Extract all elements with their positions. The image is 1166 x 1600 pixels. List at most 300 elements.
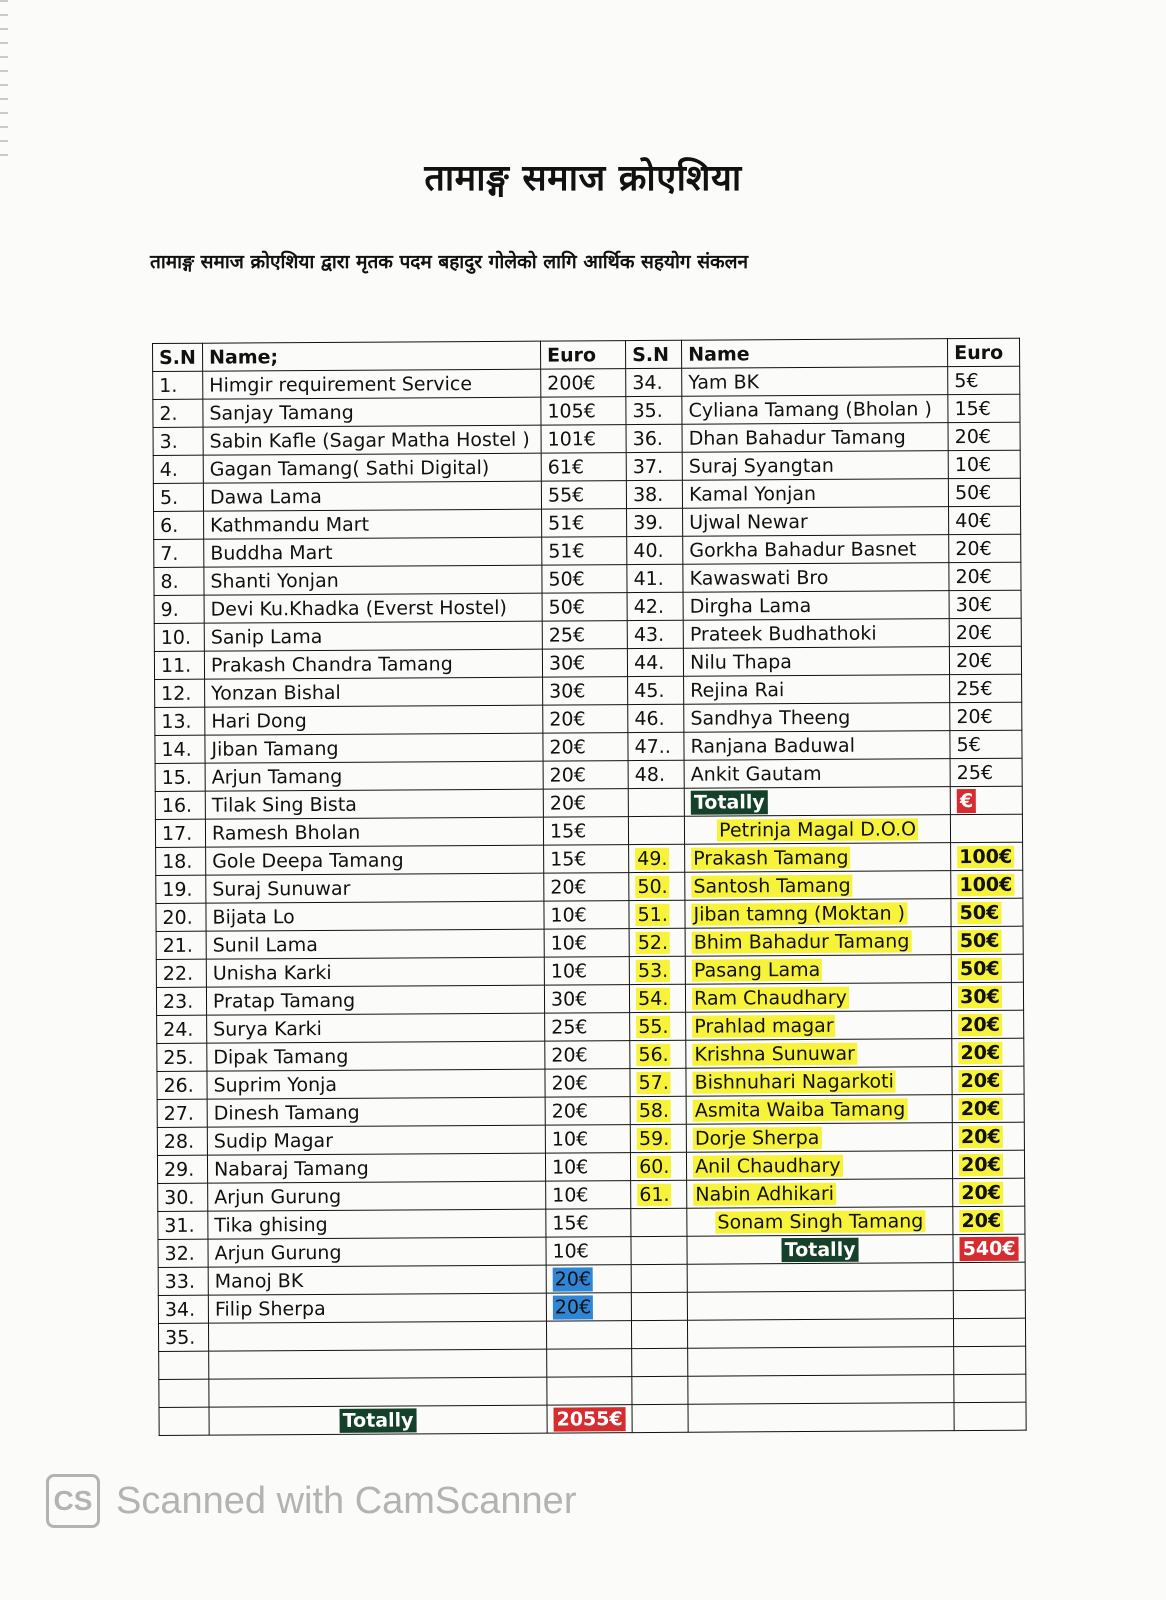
left-sn-cell: 2. [153,399,203,427]
donation-amount: 25€ [551,1015,588,1039]
right-name-cell [686,1011,952,1041]
left-name-cell [207,1153,545,1183]
right-euro-cell [951,814,1023,842]
right-sn-cell [629,844,685,872]
right-euro-cell [952,1038,1024,1066]
donor-name: Gorkha Bahadur Basnet [689,537,917,562]
left-name-cell [208,1237,546,1267]
right-name-cell [684,731,950,761]
right-name-cell [682,367,948,397]
donor-name: Tika ghising [214,1213,328,1237]
serial-number: 53. [637,959,669,982]
serial-number: 36. [632,427,663,450]
left-sn-cell: 6. [154,511,204,539]
right-sn-cell [626,424,682,452]
right-name-cell [687,1291,953,1321]
donation-amount: 30€ [550,987,588,1011]
left-sn-cell: 14. [155,735,205,763]
donation-amount: 10€ [550,903,587,927]
left-sn-cell: 30. [158,1183,208,1211]
donor-name: Sabin Kafle (Sagar Matha Hostel ) [209,428,530,453]
serial-number: 47.. [634,735,671,758]
left-euro-cell [544,901,629,930]
donor-name: Rejina Rai [690,678,785,702]
serial-number: 39. [633,511,664,534]
scan-edge-marks [0,0,8,160]
right-sn-cell [631,1236,687,1264]
right-name-cell [686,1095,952,1125]
donor-name: Dawa Lama [209,485,322,509]
left-name-cell [204,649,542,679]
right-sn-cell [630,1096,686,1124]
left-sn-cell: 34. [158,1295,208,1323]
donation-amount: 20€ [956,705,993,728]
donation-amount: 5€ [954,369,979,392]
left-sn-cell: 35. [158,1323,208,1351]
left-sn-cell: 23. [156,987,206,1015]
right-name-cell [685,899,951,929]
left-euro-cell [542,509,627,538]
right-name-cell [683,563,949,593]
right-euro-cell [952,982,1024,1010]
left-euro-cell [547,1349,632,1378]
donation-amount: 100€ [959,845,1013,868]
header-name-right: Name [682,339,948,369]
right-name-cell [686,1067,952,1097]
donor-name: Pratap Tamang [212,989,356,1013]
left-name-cell [206,901,544,931]
donor-name: Sandhya Theeng [690,706,851,730]
left-euro-cell [545,1153,630,1182]
page-subtitle: तामाङ्ग समाज क्रोएशिया द्वारा मृतक पदम बहादुर गोलेको लागि आर्थिक सहयोग संकलन [150,251,749,273]
donation-amount: 20€ [960,1041,1001,1064]
right-sn-cell [630,1068,686,1096]
right-euro-cell [953,1234,1025,1262]
group-heading: Petrinja Magal D.O.O [719,817,917,842]
donation-amount: 30€ [960,985,1000,1008]
left-euro-cell [542,649,627,678]
donor-name: Asmita Waiba Tamang [694,1097,906,1122]
right-euro-cell [949,646,1021,674]
donor-name: Tilak Sing Bista [211,793,357,817]
donor-name: Suprim Yonja [213,1073,338,1097]
donor-name: Dorje Sherpa [694,1126,820,1150]
serial-number: 46. [634,707,665,730]
right-sn-cell [627,620,683,648]
left-sn-cell [159,1379,209,1407]
right-euro-cell [950,674,1022,702]
donation-amount: 50€ [959,957,1000,980]
left-sn-cell: 31. [158,1211,208,1239]
donor-name: Gagan Tamang( Sathi Digital) [209,456,490,481]
right-sn-cell [629,816,685,844]
left-euro-cell [543,761,628,790]
left-euro-cell [544,845,629,874]
left-euro-cell [541,369,626,398]
right-name-cell [688,1375,954,1405]
serial-number: 42. [633,595,665,618]
right-sn-cell [629,956,685,984]
donor-name: Dinesh Tamang [213,1101,360,1125]
left-sn-cell: 7. [154,539,204,567]
left-euro-cell [546,1209,631,1238]
left-sn-cell: 25. [157,1043,207,1071]
donor-name: Nabin Adhikari [695,1182,835,1206]
donor-name: Prakash Tamang [693,846,849,870]
left-sn-cell [159,1351,209,1379]
donor-name: Cyliana Tamang (Bholan ) [688,397,932,422]
left-sn-cell: 5. [153,483,203,511]
right-sn-cell [631,1264,687,1292]
donation-amount: 20€ [961,1153,1001,1176]
left-name-cell [203,453,541,483]
donation-amount: 20€ [551,1071,588,1095]
donor-name: Dipak Tamang [213,1045,349,1069]
serial-number: 61. [639,1183,670,1206]
left-euro-cell [546,1265,631,1294]
left-name-cell [204,537,542,567]
left-euro-cell [542,621,627,650]
right-name-cell [685,815,951,845]
right-sn-cell [627,536,683,564]
left-sn-cell: 1. [153,371,203,399]
serial-number: 48. [634,763,666,786]
left-name-cell [206,873,544,903]
serial-number: 35. [632,399,663,422]
left-euro-cell [547,1377,632,1406]
table-row [159,1402,1026,1435]
left-euro-cell [541,397,626,426]
donation-amount: 200€ [547,371,596,395]
left-name-cell [203,397,541,427]
serial-number: 50. [637,875,668,898]
right-sn-cell [630,1040,686,1068]
left-name-cell [207,1013,545,1043]
serial-number: 55. [638,1015,669,1038]
donation-amount: 20€ [955,537,992,560]
donor-name: Unisha Karki [212,961,332,985]
left-name-cell [204,621,542,651]
donor-name: Surya Karki [213,1017,322,1041]
donor-name: Kamal Yonjan [688,482,817,506]
right-euro-cell [953,1178,1025,1206]
left-sn-cell: 33. [158,1267,208,1295]
donor-name: Prateek Budhathoki [689,622,877,646]
left-name-cell [209,1349,547,1379]
left-sn-cell: 15. [155,763,205,791]
right-euro-cell [951,954,1023,982]
donation-amount: 20€ [550,875,587,899]
donor-name: Bishnuhari Nagarkoti [694,1069,894,1094]
right-euro-cell [953,1262,1025,1290]
donor-name: Kathmandu Mart [210,513,370,537]
right-euro-cell [950,730,1022,758]
donation-amount: 20€ [549,763,586,787]
left-sn-cell: 4. [153,455,203,483]
serial-number: 56. [638,1043,669,1066]
serial-number: 43. [633,623,665,646]
left-sn-cell: 8. [154,567,204,595]
left-euro-cell [544,957,629,986]
right-name-cell [682,423,948,453]
serial-number: 51. [637,903,668,926]
donor-name: Manoj BK [214,1269,304,1293]
left-euro-cell [543,733,628,762]
right-total-label: Totally [691,790,768,814]
donation-amount: 20€ [960,1097,1001,1120]
right-sn-cell [631,1292,687,1320]
donation-amount: 10€ [552,1239,589,1263]
right-name-cell [687,1151,953,1181]
donation-table [152,338,1027,1436]
right-euro-cell [954,1374,1026,1402]
donor-name: Ramesh Bholan [211,821,361,845]
donation-amount: 20€ [954,425,992,448]
right-sn-cell [627,508,683,536]
left-name-cell [204,593,542,623]
donor-name: Prahlad magar [694,1014,834,1038]
header-euro-left: Euro [540,341,625,370]
left-name-cell [205,677,543,707]
right-name-cell [685,955,951,985]
right-euro-cell [949,534,1021,562]
right-name-cell [685,843,951,873]
donation-amount: 20€ [960,1069,1001,1092]
left-sn-cell: 16. [155,791,205,819]
right-euro-cell [952,1010,1024,1038]
right-euro-cell [949,618,1021,646]
donor-name: Dirgha Lama [689,594,812,618]
left-name-cell [204,509,542,539]
serial-number: 45. [634,679,665,702]
donation-amount: 51€ [548,539,585,563]
right-name-cell [686,1123,952,1153]
right-sn-cell [630,1012,686,1040]
donor-name: Kawaswati Bro [689,566,829,590]
left-sn-cell: 29. [157,1155,207,1183]
donor-name: Arjun Tamang [211,765,343,789]
right-name-cell [685,927,951,957]
right-name-cell [688,1403,954,1433]
header-sn-right: S.N [626,340,682,368]
left-sn-cell: 12. [155,679,205,707]
serial-number: 60. [639,1155,670,1178]
donation-amount: 25€ [956,677,993,700]
right-sn-cell [626,396,682,424]
right-name-cell [686,1039,952,1069]
left-name-cell [208,1321,546,1351]
donation-amount: 105€ [547,399,596,423]
right-sn-cell [627,648,683,676]
donation-amount: 20€ [551,1099,589,1123]
right-euro-cell [948,422,1020,450]
donation-amount: 5€ [956,733,981,756]
left-euro-cell [542,537,627,566]
left-sn-cell [159,1407,209,1435]
left-euro-cell [545,1069,630,1098]
donation-amount: 50€ [959,929,1000,952]
donation-amount: 101€ [547,427,597,451]
right-sn-cell [629,872,685,900]
left-euro-cell [545,1013,630,1042]
right-euro-cell [949,590,1021,618]
donor-name: Shanti Yonjan [210,569,339,593]
right-euro-cell [954,1346,1026,1374]
right-euro-cell [951,842,1023,870]
right-name-cell [687,1263,953,1293]
left-sn-cell: 27. [157,1099,207,1127]
donor-name: Santosh Tamang [693,874,851,898]
right-sn-cell [632,1348,688,1376]
left-name-cell [205,761,543,791]
right-sn-cell [632,1404,688,1432]
right-sn-cell [632,1376,688,1404]
left-sn-cell: 10. [154,623,204,651]
right-sn-cell [630,1124,686,1152]
left-name-cell [209,1377,547,1407]
right-name-cell [682,395,948,425]
donor-name: Nabaraj Tamang [213,1157,369,1181]
left-name-cell [206,929,544,959]
left-total-value: 2055€ [554,1407,626,1431]
right-euro-cell [948,478,1020,506]
left-sn-cell: 3. [153,427,203,455]
right-euro-cell [952,1066,1024,1094]
left-name-cell [204,565,542,595]
right-euro-cell [954,1402,1026,1430]
donor-name: Sanjay Tamang [209,401,354,425]
serial-number: 49. [637,847,668,870]
left-euro-cell [546,1321,631,1350]
donation-amount: 50€ [548,595,585,619]
left-sn-cell: 9. [154,595,204,623]
donation-amount: 50€ [954,481,992,504]
left-sn-cell: 20. [156,903,206,931]
donation-amount: 10€ [552,1183,589,1207]
donor-name: Ranjana Baduwal [690,734,856,758]
donation-amount: 55€ [547,483,585,507]
donor-name: Pasang Lama [693,958,821,982]
donor-name: Jiban tamng (Moktan ) [693,901,906,926]
header-name-left: Name; [203,341,541,371]
right-sn-cell [631,1208,687,1236]
left-euro-cell [544,929,629,958]
donation-amount: 25€ [548,623,586,647]
left-euro-cell [543,789,628,818]
donation-amount: 20€ [553,1267,593,1291]
left-name-cell [207,1097,545,1127]
right-euro-cell [951,926,1023,954]
right-name-cell [683,507,949,537]
right-name-cell [686,983,952,1013]
donation-amount: 30€ [548,651,586,675]
left-name-cell [207,1069,545,1099]
donation-amount: 20€ [553,1295,593,1319]
donor-name: Bijata Lo [212,905,295,929]
donor-name: Arjun Gurung [214,1185,342,1209]
left-sn-cell: 32. [158,1239,208,1267]
header-euro-right: Euro [948,338,1020,366]
serial-number: 41. [633,567,664,590]
watermark-text: Scanned with CamScanner [116,1479,577,1522]
left-euro-cell [542,565,627,594]
right-euro-cell [950,786,1022,814]
left-name-cell [203,481,541,511]
left-sn-cell: 19. [156,875,206,903]
left-sn-cell: 22. [156,959,206,987]
right-euro-cell [953,1150,1025,1178]
donor-name: Hari Dong [211,709,307,733]
right-euro-cell [949,506,1021,534]
right-sn-cell [628,788,684,816]
right-name-cell [684,703,950,733]
donation-amount: 20€ [961,1209,1002,1232]
left-euro-cell [545,1097,630,1126]
left-euro-cell [544,873,629,902]
left-name-cell [205,705,543,735]
donation-amount: 10€ [550,959,588,983]
donor-name: Sonam Singh Tamang [717,1209,924,1234]
left-sn-cell: 17. [155,819,205,847]
donation-amount: 20€ [549,735,586,759]
left-euro-cell [542,593,627,622]
left-name-cell [208,1265,546,1295]
right-name-cell [682,451,948,481]
left-sn-cell: 18. [156,847,206,875]
right-euro-cell [948,366,1020,394]
serial-number: 38. [632,483,664,506]
right-euro-cell [953,1206,1025,1234]
right-euro-cell [948,450,1020,478]
right-sn-cell [628,732,684,760]
left-name-cell [206,985,544,1015]
donation-amount: 40€ [955,509,992,532]
left-name-cell [208,1181,546,1211]
donation-amount: 15€ [550,847,587,871]
donation-amount: 20€ [955,649,993,672]
donation-amount: 20€ [960,1125,1001,1148]
donor-name: Arjun Gurung [214,1241,342,1265]
donation-amount: 10€ [551,1155,589,1179]
serial-number: 34. [632,371,663,394]
right-euro-cell [948,394,1020,422]
right-sn-cell [626,368,682,396]
right-sn-cell [629,900,685,928]
donation-amount: 25€ [956,761,994,784]
right-euro-cell [953,1290,1025,1318]
page-title: तामाङ्ग समाज क्रोएशिया [424,158,742,199]
right-sn-cell [627,592,683,620]
right-total-value: € [957,788,976,812]
left-name-cell [207,1041,545,1071]
right-name-cell [682,479,948,509]
right-name-cell [684,787,950,817]
right-name-cell [688,1347,954,1377]
right-euro-cell [951,898,1023,926]
right-name-cell [683,535,949,565]
left-euro-cell [546,1181,631,1210]
right-name-cell [683,619,949,649]
right-sn-cell [631,1180,687,1208]
left-name-cell [205,817,543,847]
left-name-cell [206,845,544,875]
right-euro-cell [952,1122,1024,1150]
donor-name: Ankit Gautam [690,762,822,786]
left-sn-cell: 13. [155,707,205,735]
left-name-cell [205,789,543,819]
left-euro-cell [547,1405,632,1434]
right-sn-cell [626,452,682,480]
